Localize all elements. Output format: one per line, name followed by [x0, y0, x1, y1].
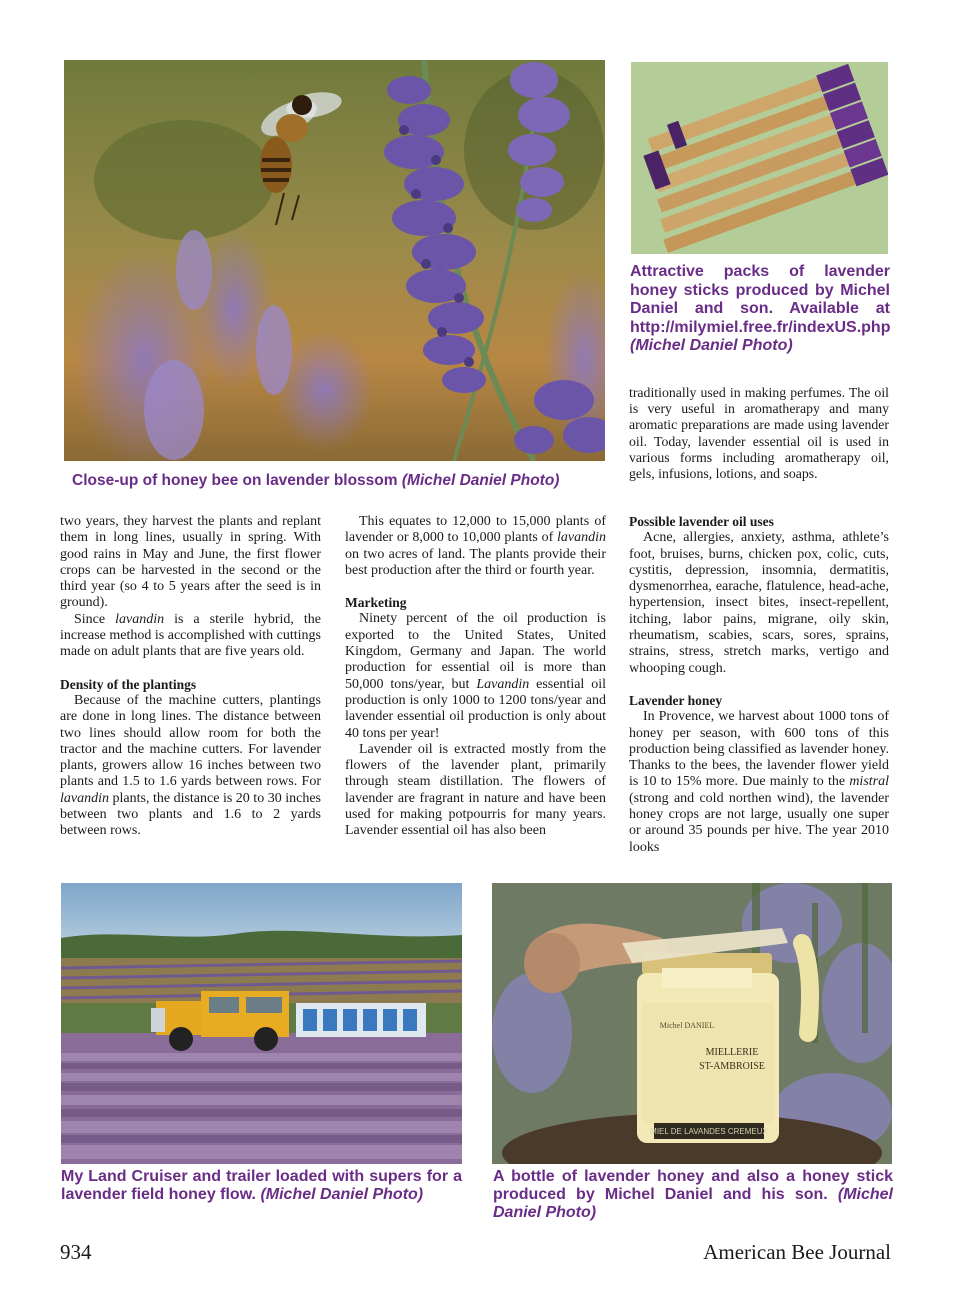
cruiser-caption-text: My Land Cruiser and trailer loaded with supers for a lavender field honey flow.: [61, 1168, 462, 1203]
jar-photo-illustration: [492, 883, 892, 1164]
col1-p2-a: Since: [74, 611, 116, 627]
column-3-top: [629, 385, 889, 482]
col2-p2-a: Ninety percent of the oil production is exported to the United States, United Kingdom, Germany and Japan. The world production for essential oil is more than 50,000 tons/year, but: [345, 611, 606, 692]
col1-paragraph-3: [60, 693, 321, 840]
col1-p3-a: Because of the machine cutters, plantings are done in long lines. The distance between two lines should allow room for both the tractor and the machine cutters. For lavender plants, growers allow 16 inches between two plants and 1.5 to 1.6 yards between rows. For: [60, 692, 321, 790]
bee-caption-credit: (Michel Daniel Photo): [401, 472, 560, 489]
sticks-photo: [631, 62, 888, 254]
jar-caption-text: A bottle of lavender honey and also a honey stick produced by Michel Daniel and his son.: [493, 1168, 893, 1203]
col1-paragraph-2: [60, 612, 321, 661]
cruiser-photo: [61, 883, 462, 1164]
heading-density: Density of the plantings: [60, 676, 197, 692]
col3-paragraph-2: [629, 709, 889, 856]
bee-photo: [64, 60, 605, 461]
col3-p2-italic: mistral: [849, 774, 889, 790]
bee-caption-text: Close-up of honey bee on lavender blossom: [72, 472, 398, 489]
col2-p1-a: This equates to 12,000 to 15,000 plants of lavender or 8,000 to 10,000 plants of: [345, 514, 606, 546]
jar-label-brand: Michel DANIEL: [659, 1021, 715, 1030]
col2-p1-b: on two acres of land. The plants provide their best production after the third or fourth year.: [345, 546, 606, 578]
jar-label-bottom: MIEL DE LAVANDES CREMEUX: [650, 1127, 768, 1136]
heading-lavender-honey: Lavender honey: [629, 692, 723, 708]
col1-p2-italic: lavandin: [115, 611, 165, 627]
jar-label-line1: MIELLERIE: [705, 1047, 759, 1058]
col2-paragraph-2: [345, 611, 606, 741]
jar-label-line2: ST-AMBROISE: [699, 1061, 765, 1072]
sticks-photo-illustration: [631, 62, 888, 254]
col3-p2-b: (strong and cold northen wind), the lavender honey crops are not large, usually one super or around 35 pounds per hive. The year 2010 looks: [629, 790, 889, 855]
col2-p2-italic: Lavandin: [476, 676, 530, 692]
jar-caption: [493, 1168, 893, 1222]
sticks-caption: [630, 263, 890, 356]
col1-p3-italic: lavandin: [60, 790, 109, 806]
sticks-caption-credit: (Michel Daniel Photo): [630, 337, 793, 354]
cruiser-photo-illustration: [61, 883, 462, 1164]
col2-paragraph-1: [345, 514, 606, 579]
cruiser-caption-credit: (Michel Daniel Photo): [260, 1186, 424, 1203]
sticks-caption-text: Attractive packs of lavender honey sticks produced by Michel Daniel and son. Available at http://milymiel.free.fr/indexUS.php: [630, 263, 891, 336]
col3-p2-a: In Provence, we harvest about 1000 tons of honey per season, with 600 tons of this production being classified as lavender honey. Thanks to the bees, the lavender flower yield is 10 to 15% more. Due mainly to the: [629, 709, 889, 790]
col2-p2-b: essential oil production is only 1000 to 1200 tons/year and lavender essential oil production is only about 40 tons per year!: [345, 676, 606, 741]
col1-p3-b: plants, the distance is 20 to 30 inches between two plants and 1.6 to 2 yards between rows.: [60, 790, 321, 839]
page-number: 934: [60, 1240, 92, 1264]
journal-name: American Bee Journal: [703, 1240, 891, 1264]
heading-marketing: Marketing: [345, 595, 407, 611]
column-2: [345, 514, 606, 840]
bee-photo-illustration: [64, 60, 605, 461]
bee-caption: [72, 472, 602, 490]
heading-oil-uses: Possible lavender oil uses: [629, 514, 774, 529]
column-3: [629, 514, 889, 856]
col3-paragraph-1: Acne, allergies, anxiety, asthma, athlete’s foot, bruises, burns, chicken pox, colic, cuts, cystitis, depression, insomnia, dermatitis, dysmenorrhea, earache, flatulence, head-ache, hypertension, insect bites, insect-repellent, itching, labor pains, migrane, oily skin, rheumatism, scabies, scars, sores, sprains, strains, stress, stretch marks, vertigo and whooping cough.: [629, 530, 889, 676]
col2-paragraph-3: Lavender oil is extracted mostly from the flowers of the lavender plant, primarily through steam distillation. The flowers of lavender are fragrant in nature and have been used for making potpourris for many years. Lavender essential oil has also been: [345, 741, 606, 839]
column-1: [60, 514, 321, 840]
col2-p1-italic: lavandin: [557, 530, 606, 546]
jar-caption-credit: (Michel Daniel Photo): [493, 1186, 893, 1221]
col1-paragraph-1: two years, they harvest the plants and replant them in long lines, usually in spring. With good rains in May and June, the first flower crops can be harvested in the second or the third year (so 4 to 5 years after the seed is in ground).: [60, 514, 321, 611]
col3-paragraph-0: traditionally used in making perfumes. The oil is very useful in aromatherapy and many aromatic preparations are made using lavender oil. Today, lavender essential oil is used in various forms including aromatherapy oil, gels, infusions, lotions, and soaps.: [629, 385, 889, 482]
jar-photo: [492, 883, 892, 1164]
col1-p2-b: is a sterile hybrid, the increase method is accomplished with cuttings made on adult plants that are five years old.: [60, 611, 321, 660]
cruiser-caption: [61, 1168, 462, 1204]
